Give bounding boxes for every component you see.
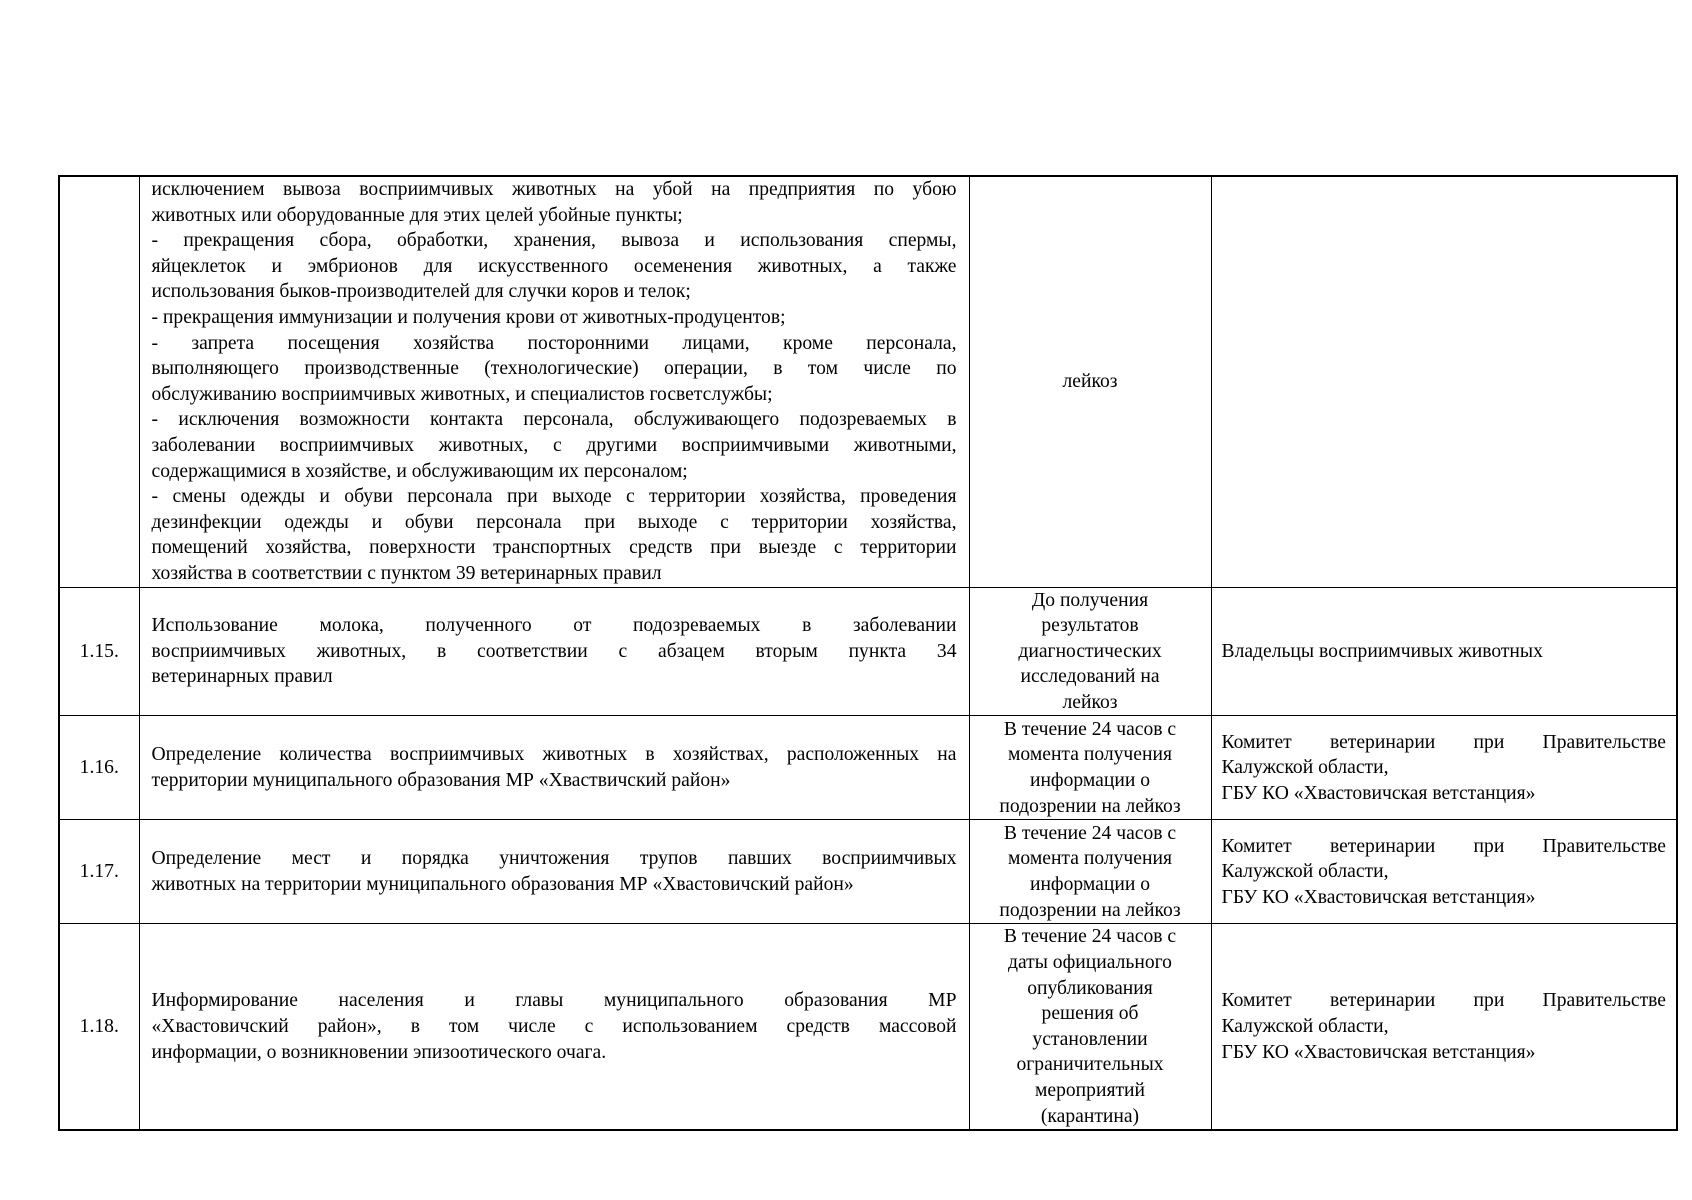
responsible-line: Комитет ветеринарии при Правительстве (1221, 835, 1666, 857)
term-line: лейкоз (1062, 370, 1118, 392)
responsible-line: ГБУ КО «Хвастовичская ветстанция» (1221, 782, 1536, 804)
table-row (59, 924, 1677, 1130)
term-line: В течение 24 часов с (1003, 718, 1177, 740)
action-line: заболевании восприимчивых животных, с другими восприимчивыми животными, (151, 434, 957, 456)
action-line: Информирование населения и главы муниципального образования МР (151, 990, 957, 1012)
term-line: установлении (1032, 1028, 1148, 1050)
term-line: опубликования (1027, 977, 1153, 999)
table-row (59, 587, 1677, 716)
action-line: - прекращения сбора, обработки, хранения, вывоза и использования спермы, (151, 230, 957, 252)
action-line: «Хвастовичский район», в том числе с использованием средств массовой (151, 1016, 957, 1038)
action-line: яйцеклеток и эмбрионов для искусственного осеменения животных, а также (151, 255, 957, 277)
row-number: 1.18. (79, 1016, 119, 1038)
action-line: информации, о возникновении эпизоотического очага. (151, 1041, 607, 1063)
term-line: подозрении на лейкоз (999, 795, 1181, 817)
responsible-line: Комитет ветеринарии при Правительстве (1221, 731, 1666, 753)
term-line: решения об (1041, 1003, 1139, 1025)
responsible-cell (1211, 820, 1677, 924)
term-line: исследований на (1020, 666, 1160, 688)
action-line: - прекращения иммунизации и получения крови от животных-продуцентов; (151, 306, 786, 328)
term-line: диагностических (1018, 640, 1162, 662)
term-cell (969, 716, 1211, 820)
row-number-cell (59, 587, 139, 716)
action-line: восприимчивых животных, в соответствии с абзацем вторым пункта 34 (151, 640, 957, 662)
term-line: подозрении на лейкоз (999, 899, 1181, 921)
term-line: лейкоз (1062, 691, 1118, 713)
action-line: - запрета посещения хозяйства посторонними лицами, кроме персонала, (151, 332, 957, 354)
action-line: - смены одежды и обуви персонала при выходе с территории хозяйства, проведения (151, 486, 957, 508)
term-line: В течение 24 часов с (1003, 822, 1177, 844)
action-line: дезинфекции одежды и обуви персонала при выходе с территории хозяйства, (151, 511, 957, 533)
action-cell (139, 820, 969, 924)
term-line: мероприятий (1034, 1080, 1145, 1102)
term-cell (969, 587, 1211, 716)
term-line: В течение 24 часов с (1003, 926, 1177, 948)
action-line: животных или оборудованные для этих целей убойные пункты; (151, 204, 683, 226)
term-cell (969, 924, 1211, 1130)
table-row (59, 176, 1677, 587)
action-cell (139, 924, 969, 1130)
row-number-cell (59, 176, 139, 587)
responsible-line: Владельцы восприимчивых животных (1221, 640, 1543, 662)
table-row (59, 716, 1677, 820)
plan-table (58, 175, 1678, 1131)
row-number: 1.15. (79, 640, 119, 662)
term-cell (969, 820, 1211, 924)
responsible-line: Калужской области, (1221, 861, 1389, 883)
action-line: использования быков-производителей для случки коров и телок; (151, 281, 691, 303)
action-cell (139, 587, 969, 716)
term-line: момента получения (1008, 744, 1172, 766)
action-line: хозяйства в соответствии с пунктом 39 ветеринарных правил (151, 562, 662, 584)
row-number-cell (59, 924, 139, 1130)
term-line: информации о (1029, 769, 1151, 791)
action-line: Использование молока, полученного от подозреваемых в заболевании (151, 615, 957, 637)
responsible-line: ГБУ КО «Хвастовичская ветстанция» (1221, 1041, 1536, 1063)
action-line: Определение мест и порядка уничтожения трупов павших восприимчивых (151, 848, 957, 870)
action-line: помещений хозяйства, поверхности транспортных средств при выезде с территории (151, 537, 957, 559)
row-number: 1.17. (79, 861, 119, 883)
action-line: территории муниципального образования МР «Хваствичский район» (151, 769, 731, 791)
action-cell (139, 176, 969, 587)
responsible-cell (1211, 924, 1677, 1130)
responsible-line: Калужской области, (1221, 1016, 1389, 1038)
term-line: До получения (1031, 589, 1149, 611)
action-line: исключением вывоза восприимчивых животных на убой на предприятия по убою (151, 179, 957, 200)
responsible-cell (1211, 176, 1677, 587)
term-line: даты официального (1008, 952, 1172, 974)
action-line: ветеринарных правил (151, 666, 333, 688)
responsible-line: Комитет ветеринарии при Правительстве (1221, 990, 1666, 1012)
responsible-line: ГБУ КО «Хвастовичская ветстанция» (1221, 886, 1536, 908)
term-line: ограничительных (1016, 1054, 1164, 1076)
term-line: момента получения (1008, 848, 1172, 870)
row-number-cell (59, 820, 139, 924)
row-number: 1.16. (79, 757, 119, 779)
responsible-cell (1211, 716, 1677, 820)
action-line: - исключения возможности контакта персонала, обслуживающего подозреваемых в (151, 409, 957, 431)
row-number-cell (59, 716, 139, 820)
responsible-cell (1211, 587, 1677, 716)
term-line: (карантина) (1040, 1105, 1140, 1127)
action-line: содержащимися в хозяйстве, и обслуживающим их персоналом; (151, 460, 688, 482)
action-line: обслуживанию восприимчивых животных, и специалистов госветслужбы; (151, 383, 773, 405)
action-line: Определение количества восприимчивых животных в хозяйствах, расположенных на (151, 744, 957, 766)
term-line: результатов (1041, 615, 1139, 637)
action-line: животных на территории муниципального образования МР «Хвастовичский район» (151, 873, 854, 895)
term-cell (969, 176, 1211, 587)
table-row (59, 820, 1677, 924)
action-line: выполняющего производственные (технологические) операции, в том числе по (151, 358, 957, 380)
term-line: информации о (1029, 873, 1151, 895)
responsible-line: Калужской области, (1221, 757, 1389, 779)
action-cell (139, 716, 969, 820)
